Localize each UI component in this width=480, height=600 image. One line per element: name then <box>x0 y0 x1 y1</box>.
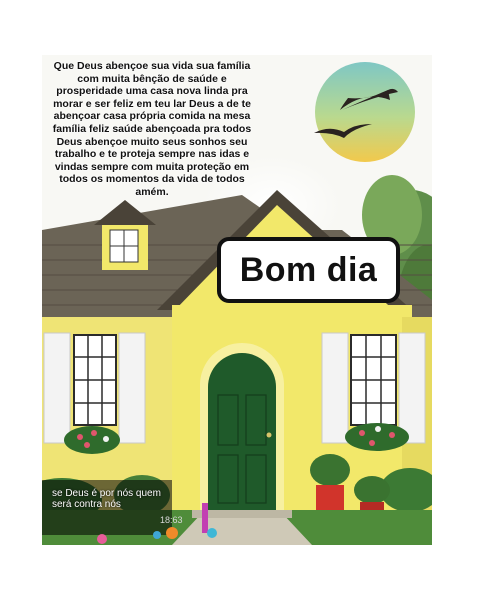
sun <box>315 62 415 162</box>
flower-box-left <box>64 426 120 454</box>
greeting-label: Bom dia <box>217 237 400 303</box>
timestamp: 18:63 <box>160 515 183 525</box>
blessing-text: Que Deus abençoe sua vida sua família com muita bênção de saúde e prosperidade uma casa nova linda pra morar e ser feliz em teu lar Deus a de te abençoar casa própria comida na mesa família feliz saúde abençoada pra todos Deus abençoe muito seus sonhos seu trabalho e te proteja sempre nas idas e vindas sempre com muita proteção em todos os momentos da vida de todos amém. <box>52 60 252 198</box>
caption-text: se Deus é por nós quem será contra nós <box>52 488 161 510</box>
photo-frame <box>42 55 432 545</box>
flower-box-right <box>345 423 409 451</box>
